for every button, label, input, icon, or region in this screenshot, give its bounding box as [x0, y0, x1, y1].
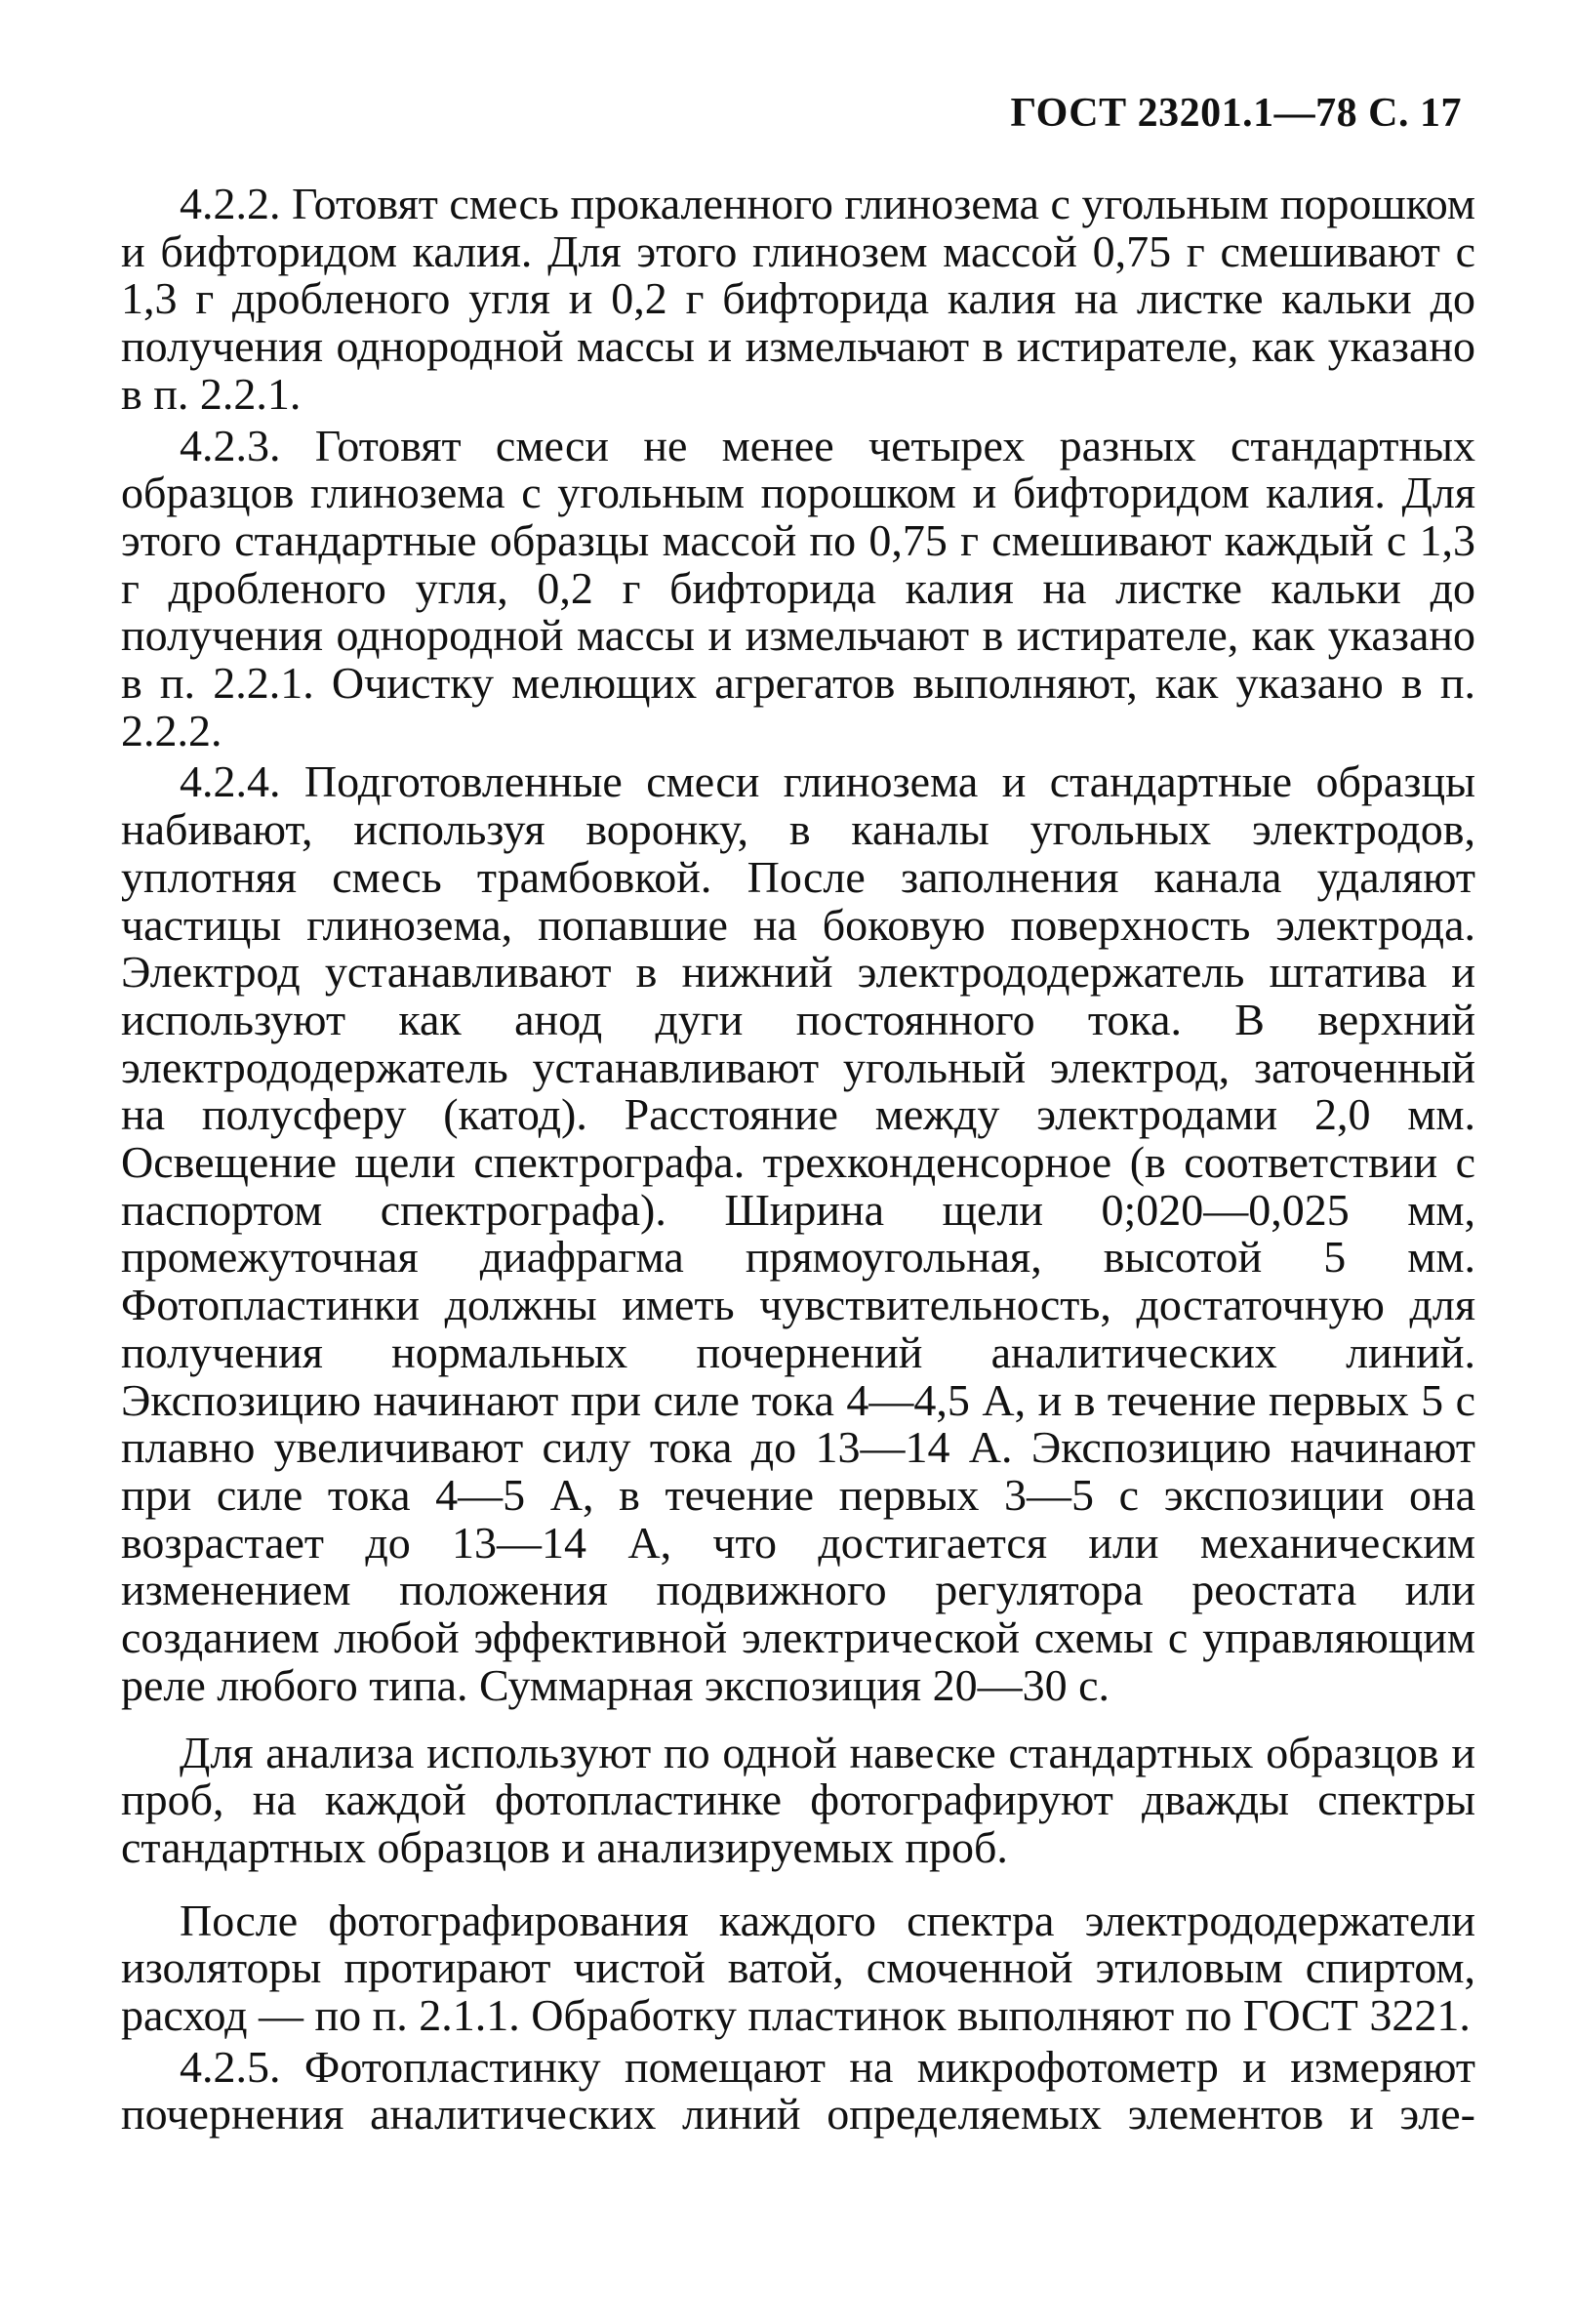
running-header: ГОСТ 23201.1—78 С. 17	[1010, 91, 1462, 136]
paragraph-4-2-3: 4.2.3. Готовят смеси не менее четырех разных стандартных образцов глинозема с угольным порошком и бифторидом калия. Для этого стандартные образцы массой по 0,75 г смешивают каждый с 1,3 г дробленого угля, 0,2 г бифторида калия на листке кальки до получения однородной массы и измельчают в истирателе, как указано в п. 2.2.1. Очистку мелющих агрегатов выполняют, как указано в п. 2.2.2.	[121, 420, 1475, 755]
paragraph-4-2-2: 4.2.2. Готовят смесь прокаленного глинозема с угольным порошком и бифторидом калия. Для этого глинозем массой 0,75 г смешивают с 1,3 г дробленого угля и 0,2 г бифторида калия на листке кальки до получения однородной массы и измельчают в истирателе, как указано в п. 2.2.1.	[121, 179, 1475, 419]
paragraph-4-2-4: 4.2.4. Подготовленные смеси глинозема и стандартные образцы набивают, используя воронку, в каналы угольных электродов, уплотняя смесь трамбовкой. После заполнения канала удаляют частицы глинозема, попавшие на боковую поверхность электрода. Электрод устанавливают в нижний электрододержатель штатива и используют как анод дуги постоянного тока. В верхний электрододержатель устанавливают угольный электрод, заточенный на полусферу (катод). Расстояние между электродами 2,0 мм. Освещение щели спектрографа. трехконденсорное (в соответствии с паспортом спектрографа). Ширина щели 0;020—0,025 мм, промежуточная диафрагма прямоугольная, высотой 5 мм. Фотопластинки должны иметь чувствительность, достаточную для получения нормальных почернений аналитических линий. Экспозицию начинают при силе тока 4—4,5 А, и в течение первых 5 с плавно увеличивают силу тока до 13—14 А. Экспозицию начинают при силе тока 4—5 А, в течение первых 3—5 с экспозиции она возрастает до 13—14 А, что достигается или механическим изменением положения подвижного регулятора реостата или созданием любой эффективной электрической схемы с управляющим реле любого типа. Суммарная экспозиция 20—30 с.	[121, 756, 1475, 1710]
paragraph-analysis: Для анализа используют по одной навеске стандартных образцов и проб, на каждой фотопластинке фотографируют дважды спектры стандартных образцов и анализируемых проб.	[121, 1727, 1475, 1872]
paragraph-4-2-5: 4.2.5. Фотопластинку помещают на микрофотометр и измеряют почернения аналитических линий определяемых элементов и эле-	[121, 2041, 1475, 2140]
body-text	[121, 181, 1475, 2139]
paragraph-after-photography: После фотографирования каждого спектра электрододержатели изоляторы протирают чистой ватой, смоченной этиловым спиртом, расход — по п. 2.1.1. Обработку пластинок выполняют по ГОСТ 3221.	[121, 1895, 1475, 2041]
